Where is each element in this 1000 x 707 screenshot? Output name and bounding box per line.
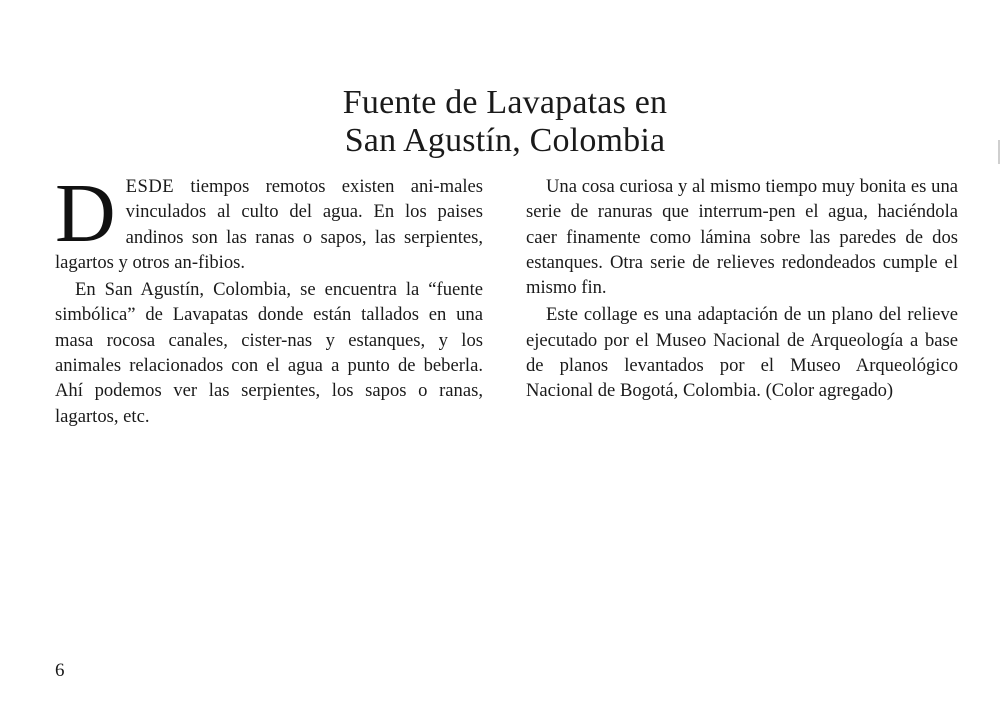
left-column [55,167,483,429]
left-paragraph-1-text: tiempos remotos existen ani-males vinculados al culto del agua. En los paises andinos son las ranas o sapos, las serpientes, lagartos y otros an-fibios. [55,176,483,273]
left-paragraph-1 [55,167,483,275]
title-line-1: Fuente de Lavapatas en [342,84,668,121]
page-title [250,84,760,160]
drop-cap: D [55,167,116,260]
title-line-2: San Agustín, Colombia [344,122,666,159]
right-paragraph-2: Este collage es una adaptación de un plano del relieve ejecutado por el Museo Nacional de Arqueología a base de planos levantados por el Museo Arqueológico Nacional de Bogotá, Colombia. (Color agregado) [526,304,958,402]
right-column [526,174,958,404]
page-number: 6 [55,660,65,681]
left-paragraph-2: En San Agustín, Colombia, se encuentra la “fuente simbólica” de Lavapatas donde están tallados en una masa rocosa canales, cister-nas y estanques, y los animales relacionados con el agua a punto de beberla. Ahí podemos ver las serpientes, los sapos o ranas, lagartos, etc. [55,279,483,427]
lead-caps: ESDE [125,176,175,197]
right-paragraph-1: Una cosa curiosa y al mismo tiempo muy bonita es una serie de ranuras que interrum-pen el agua, haciéndola caer finamente como lámina sobre las paredes de dos estanques. Otra serie de relieves redondeados cumple el mismo fin. [526,176,958,299]
